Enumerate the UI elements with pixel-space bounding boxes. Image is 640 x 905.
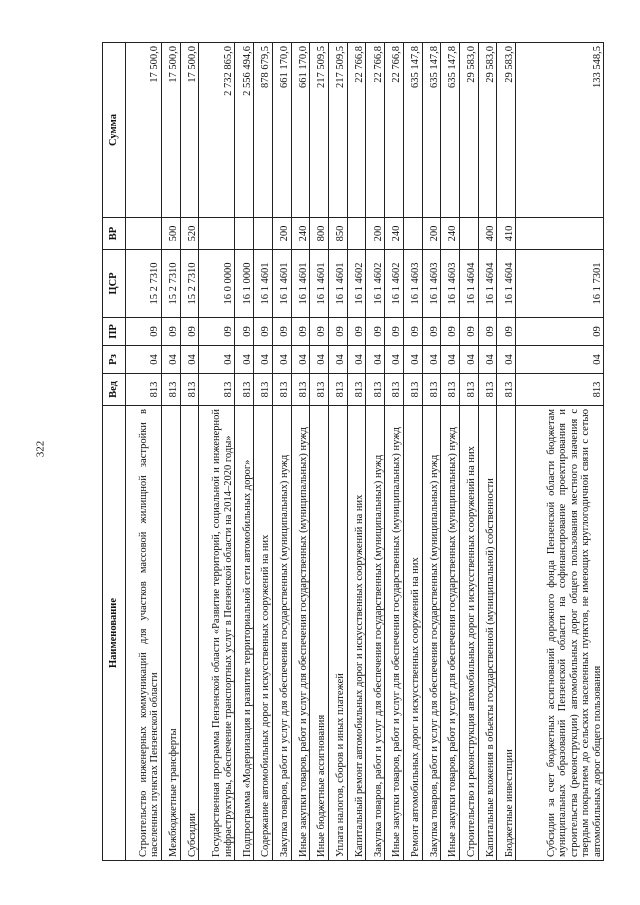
cell-name: Иные закупки товаров, работ и услуг для обеспечения государственных (муниципальных) нужд — [385, 406, 404, 861]
cell-csr: 16 1 4601 — [310, 250, 329, 318]
cell-vr — [254, 218, 273, 250]
table-row — [347, 43, 366, 861]
cell-sum: 661 170,0 — [291, 43, 310, 218]
cell-ved: 813 — [161, 374, 180, 406]
cell-vr: 410 — [497, 218, 516, 250]
cell-vr: 240 — [385, 218, 404, 250]
cell-rz: 04 — [422, 346, 441, 374]
cell-name: Подпрограмма «Модернизация и развитие территориальной сети автомобильных дорог» — [235, 406, 254, 861]
cell-sum: 878 679,5 — [254, 43, 273, 218]
cell-vr — [516, 218, 604, 250]
cell-rz: 04 — [441, 346, 460, 374]
cell-ved: 813 — [366, 374, 385, 406]
cell-vr: 520 — [180, 218, 199, 250]
header-name: Наименование — [103, 406, 126, 861]
cell-pr: 09 — [347, 318, 366, 346]
cell-pr: 09 — [366, 318, 385, 346]
header-pr: ПР — [103, 318, 126, 346]
cell-ved: 813 — [441, 374, 460, 406]
cell-sum: 29 583,0 — [497, 43, 516, 218]
cell-name: Иные бюджетные ассигнования — [310, 406, 329, 861]
cell-ved: 813 — [459, 374, 478, 406]
cell-name: Бюджетные инвестиции — [497, 406, 516, 861]
cell-csr: 16 1 4601 — [291, 250, 310, 318]
cell-csr: 16 0 0000 — [199, 250, 235, 318]
cell-name: Субсидии за счет бюджетных ассигнований дорожного фонда Пензенской области бюджетам муниципальных образований Пензенской области на софинансирование проектирования и строительства (реконструкции) автомобильных дорог общего пользования местного значения с твердым покрытием до сельских населенных пунктов, не имеющих круглогодичной связи с сетью автомобильных дорог общего пользования — [516, 406, 604, 861]
table-row — [478, 43, 497, 861]
cell-csr: 15 2 7310 — [161, 250, 180, 318]
cell-ved: 813 — [328, 374, 347, 406]
cell-rz: 04 — [459, 346, 478, 374]
table-row — [254, 43, 273, 861]
cell-sum: 17 500,0 — [180, 43, 199, 218]
cell-vr: 200 — [366, 218, 385, 250]
cell-rz: 04 — [385, 346, 404, 374]
cell-sum: 133 548,5 — [516, 43, 604, 218]
cell-pr: 09 — [516, 318, 604, 346]
cell-name: Строительство и реконструкция автомобильных дорог и искусственных сооружений на них — [459, 406, 478, 861]
header-row — [103, 43, 126, 861]
cell-csr: 16 1 4603 — [422, 250, 441, 318]
table-row — [180, 43, 199, 861]
cell-sum: 22 766,8 — [347, 43, 366, 218]
cell-pr: 09 — [422, 318, 441, 346]
cell-pr: 09 — [310, 318, 329, 346]
cell-rz: 04 — [291, 346, 310, 374]
cell-name: Капитальный ремонт автомобильных дорог и искусственных сооружений на них — [347, 406, 366, 861]
cell-csr: 16 1 4601 — [328, 250, 347, 318]
cell-name: Капитальные вложения в объекты государственной (муниципальной) собственности — [478, 406, 497, 861]
cell-vr: 200 — [272, 218, 291, 250]
table-row — [459, 43, 478, 861]
cell-rz: 04 — [199, 346, 235, 374]
cell-vr — [347, 218, 366, 250]
table-row — [497, 43, 516, 861]
cell-name: Содержание автомобильных дорог и искусственных сооружений на них — [254, 406, 273, 861]
cell-vr: 500 — [161, 218, 180, 250]
table-row — [291, 43, 310, 861]
cell-rz: 04 — [328, 346, 347, 374]
cell-csr: 15 2 7310 — [180, 250, 199, 318]
header-ved: Вед — [103, 374, 126, 406]
cell-sum: 29 583,0 — [459, 43, 478, 218]
cell-name: Иные закупки товаров, работ и услуг для обеспечения государственных (муниципальных) нужд — [291, 406, 310, 861]
cell-sum: 2 732 865,0 — [199, 43, 235, 218]
cell-csr: 16 1 4601 — [254, 250, 273, 318]
cell-name: Иные закупки товаров, работ и услуг для обеспечения государственных (муниципальных) нужд — [441, 406, 460, 861]
cell-rz: 04 — [478, 346, 497, 374]
cell-csr: 16 1 4602 — [385, 250, 404, 318]
cell-sum: 29 583,0 — [478, 43, 497, 218]
cell-sum: 2 556 494,6 — [235, 43, 254, 218]
cell-csr: 16 1 4602 — [347, 250, 366, 318]
table-row — [126, 43, 162, 861]
cell-pr: 09 — [291, 318, 310, 346]
cell-csr: 16 1 7301 — [516, 250, 604, 318]
cell-sum: 22 766,8 — [366, 43, 385, 218]
cell-vr: 800 — [310, 218, 329, 250]
cell-ved: 813 — [291, 374, 310, 406]
cell-rz: 04 — [254, 346, 273, 374]
cell-pr: 09 — [161, 318, 180, 346]
cell-pr: 09 — [478, 318, 497, 346]
cell-pr: 09 — [328, 318, 347, 346]
cell-ved: 813 — [126, 374, 162, 406]
cell-pr: 09 — [272, 318, 291, 346]
table-row — [272, 43, 291, 861]
budget-table — [102, 42, 604, 861]
cell-ved: 813 — [403, 374, 422, 406]
cell-csr: 16 1 4604 — [459, 250, 478, 318]
cell-ved: 813 — [310, 374, 329, 406]
cell-csr: 16 1 4602 — [366, 250, 385, 318]
table-body — [126, 43, 604, 861]
cell-rz: 04 — [161, 346, 180, 374]
cell-pr: 09 — [126, 318, 162, 346]
table-row — [235, 43, 254, 861]
page-number: 322 — [34, 440, 47, 458]
cell-name: Ремонт автомобильных дорог и искусственных сооружений на них — [403, 406, 422, 861]
cell-sum: 661 170,0 — [272, 43, 291, 218]
cell-ved: 813 — [199, 374, 235, 406]
cell-vr: 240 — [291, 218, 310, 250]
cell-vr: 240 — [441, 218, 460, 250]
cell-vr — [235, 218, 254, 250]
cell-rz: 04 — [310, 346, 329, 374]
table-row — [422, 43, 441, 861]
cell-sum: 17 500,0 — [126, 43, 162, 218]
cell-pr: 09 — [254, 318, 273, 346]
cell-sum: 635 147,8 — [403, 43, 422, 218]
cell-rz: 04 — [235, 346, 254, 374]
cell-vr: 850 — [328, 218, 347, 250]
cell-pr: 09 — [497, 318, 516, 346]
cell-ved: 813 — [180, 374, 199, 406]
cell-sum: 635 147,8 — [422, 43, 441, 218]
cell-csr: 16 1 4603 — [441, 250, 460, 318]
cell-csr: 16 1 0000 — [235, 250, 254, 318]
table-row — [161, 43, 180, 861]
cell-name: Субсидии — [180, 406, 199, 861]
cell-ved: 813 — [235, 374, 254, 406]
cell-pr: 09 — [403, 318, 422, 346]
cell-ved: 813 — [478, 374, 497, 406]
cell-ved: 813 — [497, 374, 516, 406]
cell-rz: 04 — [516, 346, 604, 374]
cell-rz: 04 — [126, 346, 162, 374]
cell-ved: 813 — [385, 374, 404, 406]
cell-ved: 813 — [422, 374, 441, 406]
table-row — [441, 43, 460, 861]
cell-vr — [459, 218, 478, 250]
cell-csr: 15 2 7310 — [126, 250, 162, 318]
cell-name: Уплата налогов, сборов и иных платежей — [328, 406, 347, 861]
cell-sum: 635 147,8 — [441, 43, 460, 218]
table-row — [328, 43, 347, 861]
cell-pr: 09 — [235, 318, 254, 346]
cell-vr: 400 — [478, 218, 497, 250]
cell-pr: 09 — [385, 318, 404, 346]
cell-pr: 09 — [199, 318, 235, 346]
header-csr: ЦСР — [103, 250, 126, 318]
cell-vr — [126, 218, 162, 250]
cell-name: Межбюджетные трансферты — [161, 406, 180, 861]
cell-ved: 813 — [272, 374, 291, 406]
cell-pr: 09 — [441, 318, 460, 346]
table-row — [516, 43, 604, 861]
cell-rz: 04 — [366, 346, 385, 374]
cell-name: Закупка товаров, работ и услуг для обеспечения государственных (муниципальных) нужд — [422, 406, 441, 861]
table-row — [385, 43, 404, 861]
cell-sum: 217 509,5 — [328, 43, 347, 218]
cell-vr — [199, 218, 235, 250]
cell-csr: 16 1 4601 — [272, 250, 291, 318]
cell-ved: 813 — [347, 374, 366, 406]
header-sum: Сумма — [103, 43, 126, 218]
cell-rz: 04 — [497, 346, 516, 374]
cell-vr — [403, 218, 422, 250]
cell-sum: 22 766,8 — [385, 43, 404, 218]
cell-ved: 813 — [254, 374, 273, 406]
table-row — [199, 43, 235, 861]
cell-name: Государственная программа Пензенской области «Развитие территорий, социальной и инженерной инфраструктуры, обеспечение транспортных услуг в Пензенской области на 2014–2020 годы» — [199, 406, 235, 861]
cell-name: Закупка товаров, работ и услуг для обеспечения государственных (муниципальных) нужд — [272, 406, 291, 861]
cell-csr: 16 1 4604 — [497, 250, 516, 318]
cell-name: Закупка товаров, работ и услуг для обеспечения государственных (муниципальных) нужд — [366, 406, 385, 861]
cell-rz: 04 — [403, 346, 422, 374]
header-rz: Рз — [103, 346, 126, 374]
cell-pr: 09 — [180, 318, 199, 346]
table-row — [366, 43, 385, 861]
cell-rz: 04 — [272, 346, 291, 374]
header-vr: ВР — [103, 218, 126, 250]
table-row — [310, 43, 329, 861]
table-row — [403, 43, 422, 861]
cell-csr: 16 1 4603 — [403, 250, 422, 318]
table-header — [103, 43, 126, 861]
cell-name: Строительство инженерных коммуникаций для участков массовой жилищной застройки в населенных пунктах Пензенской области — [126, 406, 162, 861]
rotated-table-wrapper — [102, 43, 604, 861]
cell-rz: 04 — [347, 346, 366, 374]
cell-vr: 200 — [422, 218, 441, 250]
cell-pr: 09 — [459, 318, 478, 346]
cell-sum: 217 509,5 — [310, 43, 329, 218]
cell-csr: 16 1 4604 — [478, 250, 497, 318]
cell-sum: 17 500,0 — [161, 43, 180, 218]
cell-rz: 04 — [180, 346, 199, 374]
cell-ved: 813 — [516, 374, 604, 406]
